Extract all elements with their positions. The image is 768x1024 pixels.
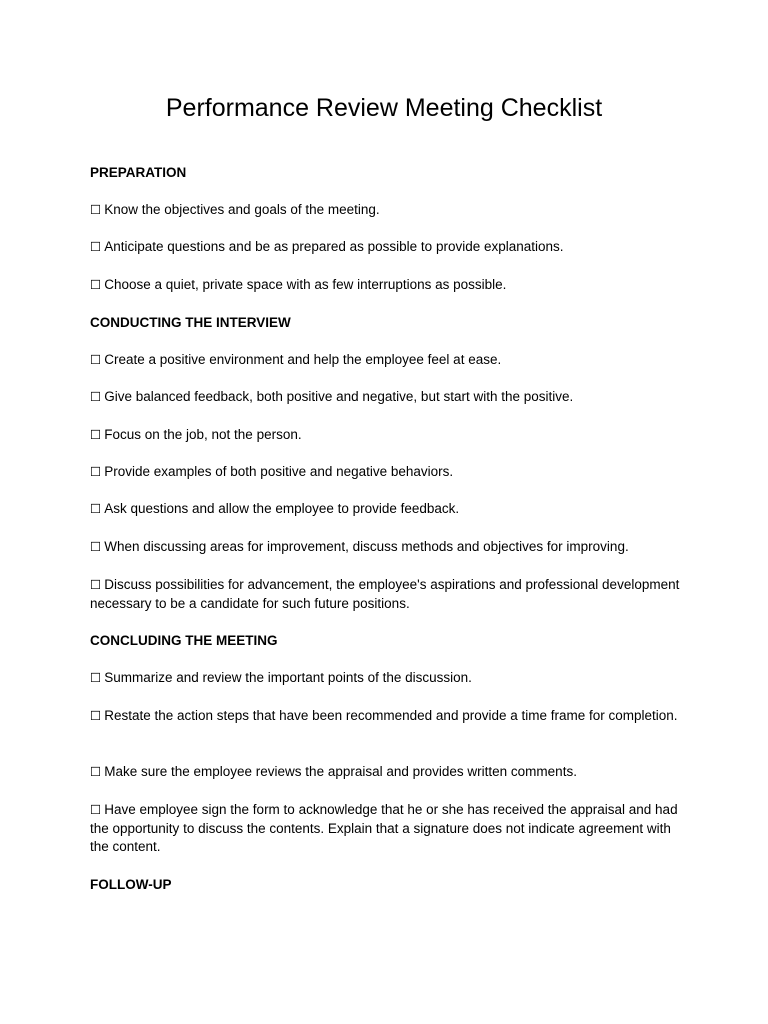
checklist-item xyxy=(90,276,680,295)
checklist-item-text: Have employee sign the form to acknowledge that he or she has received the appraisal and had the opportunity to discuss the contents. Explain that a signature does not indicate agreement with the content. xyxy=(90,802,678,855)
checklist-item-text: Make sure the employee reviews the appraisal and provides written comments. xyxy=(104,764,577,779)
checklist-item-text: Focus on the job, not the person. xyxy=(104,427,302,442)
checkbox-icon[interactable]: ☐ xyxy=(90,427,102,442)
checklist-item xyxy=(90,538,680,557)
checklist-item xyxy=(90,238,680,257)
checkbox-icon[interactable]: ☐ xyxy=(90,577,102,592)
checkbox-icon[interactable]: ☐ xyxy=(90,277,102,292)
checklist-item xyxy=(90,351,680,370)
section-heading-concluding-the-meeting: CONCLUDING THE MEETING xyxy=(90,633,278,648)
checklist-item-text: Give balanced feedback, both positive and negative, but start with the positive. xyxy=(104,389,574,404)
checkbox-icon[interactable]: ☐ xyxy=(90,708,102,723)
checkbox-icon[interactable]: ☐ xyxy=(90,389,102,404)
page-title: Performance Review Meeting Checklist xyxy=(165,94,603,122)
checkbox-icon[interactable]: ☐ xyxy=(90,202,102,217)
checkbox-icon[interactable]: ☐ xyxy=(90,670,102,685)
checklist-item xyxy=(90,763,680,782)
checklist-item-text: When discussing areas for improvement, discuss methods and objectives for improving. xyxy=(104,539,629,554)
checklist-item xyxy=(90,463,680,482)
checklist-item xyxy=(90,426,680,445)
checkbox-icon[interactable]: ☐ xyxy=(90,464,102,479)
checkbox-icon[interactable]: ☐ xyxy=(90,239,102,254)
checklist-item xyxy=(90,576,680,613)
checkbox-icon[interactable]: ☐ xyxy=(90,352,102,367)
checklist-item xyxy=(90,500,680,519)
checklist-item xyxy=(90,388,680,407)
checkbox-icon[interactable]: ☐ xyxy=(90,539,102,554)
checklist-item-text: Summarize and review the important points of the discussion. xyxy=(104,670,472,685)
checklist-item-text: Anticipate questions and be as prepared as possible to provide explanations. xyxy=(104,239,564,254)
checklist-item-text: Ask questions and allow the employee to provide feedback. xyxy=(104,501,460,516)
checklist-item xyxy=(90,801,680,857)
checklist-item xyxy=(90,201,680,220)
checkbox-icon[interactable]: ☐ xyxy=(90,764,102,779)
checklist-item-text: Restate the action steps that have been recommended and provide a time frame for completion. xyxy=(104,708,678,723)
section-heading-conducting-the-interview: CONDUCTING THE INTERVIEW xyxy=(90,315,291,330)
checkbox-icon[interactable]: ☐ xyxy=(90,802,102,817)
checklist-item-text: Know the objectives and goals of the meeting. xyxy=(104,202,380,217)
checkbox-icon[interactable]: ☐ xyxy=(90,501,102,516)
section-heading-follow-up: FOLLOW-UP xyxy=(90,877,172,892)
checklist-item-text: Create a positive environment and help the employee feel at ease. xyxy=(104,352,502,367)
checklist-item xyxy=(90,669,680,688)
checklist-item-text: Provide examples of both positive and negative behaviors. xyxy=(104,464,454,479)
checklist-item xyxy=(90,707,680,726)
checklist-item-text: Choose a quiet, private space with as few interruptions as possible. xyxy=(104,277,507,292)
checklist-item-text: Discuss possibilities for advancement, the employee's aspirations and professional development necessary to be a candidate for such future positions. xyxy=(90,577,680,611)
section-heading-preparation: PREPARATION xyxy=(90,165,187,180)
